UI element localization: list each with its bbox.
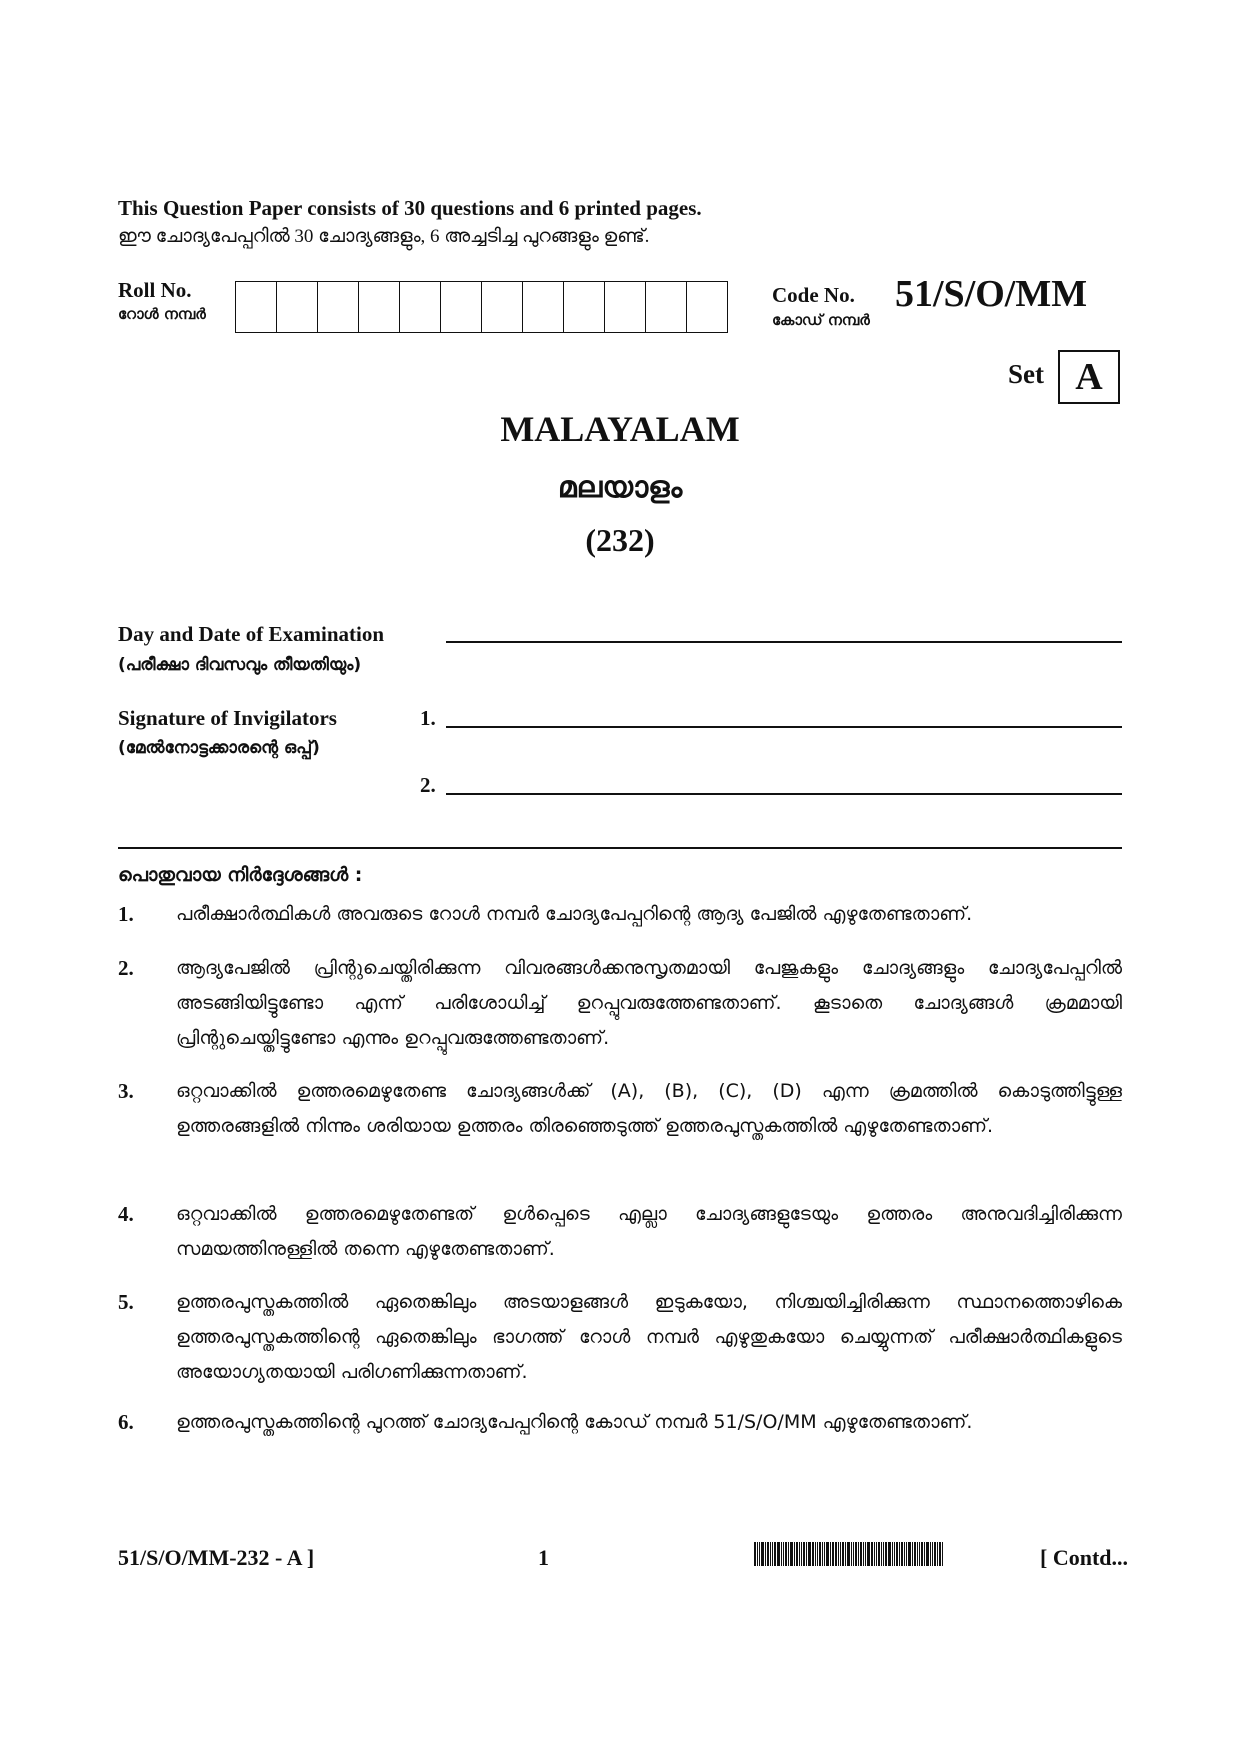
barcode-bar xyxy=(926,1542,929,1566)
barcode-bar xyxy=(796,1542,798,1566)
instruction-number: 4. xyxy=(118,1202,134,1226)
instruction-item xyxy=(118,1197,1122,1267)
instruction-text: ഉത്തരപുസ്തകത്തിൽ ഏതെങ്കിലും അടയാളങ്ങൾ ഇടുകയോ, നിശ്ചയിച്ചിരിക്കുന്ന സ്ഥാനത്തൊഴികെ ഉത്തരപുസ്തകത്തിന്റെ ഏതെങ്കിലും ഭാഗത്ത് റോൾ നമ്പർ എഴുതുകയോ ചെയ്യുന്നത് പരീക്ഷാർത്ഥികളുടെ അയോഗ്യതയായി പരിഗണിക്കുന്നതാണ്. xyxy=(176,1291,1122,1383)
barcode-bar xyxy=(855,1542,857,1566)
roll-number-box[interactable] xyxy=(440,281,482,333)
barcode-bar xyxy=(830,1542,831,1566)
barcode-bar xyxy=(871,1542,873,1566)
paper-info-malayalam: ഈ ചോദ്യപേപ്പറിൽ 30 ചോദ്യങ്ങളും, 6 അച്ചടിച്ച പുറങ്ങളും ഉണ്ട്. xyxy=(118,226,650,247)
barcode-bar xyxy=(812,1542,814,1566)
barcode-bar xyxy=(806,1542,807,1566)
barcode-bar xyxy=(853,1542,854,1566)
barcode-bar xyxy=(772,1542,773,1566)
roll-number-boxes[interactable] xyxy=(236,281,728,333)
code-number-label-english: Code No. xyxy=(772,283,855,307)
barcode-bar xyxy=(858,1542,859,1566)
roll-number-box[interactable] xyxy=(604,281,646,333)
barcode-bar xyxy=(896,1542,898,1566)
paper-info-english: This Question Paper consists of 30 questions and 6 printed pages. xyxy=(118,196,702,220)
barcode-bar xyxy=(904,1542,905,1566)
roll-number-box[interactable] xyxy=(317,281,359,333)
barcode-bar xyxy=(790,1542,793,1566)
barcode-bar xyxy=(815,1542,816,1566)
barcode-bar xyxy=(906,1542,907,1566)
roll-number-box[interactable] xyxy=(235,281,277,333)
barcode-bar xyxy=(803,1542,805,1566)
set-value-box: A xyxy=(1058,350,1120,404)
roll-number-label-malayalam: റോൾ നമ്പർ xyxy=(118,305,206,323)
barcode-bar xyxy=(781,1542,782,1566)
instruction-number: 3. xyxy=(118,1079,134,1103)
instruction-item xyxy=(118,897,1122,932)
signature-2-line[interactable] xyxy=(446,793,1122,795)
roll-number-box[interactable] xyxy=(645,281,687,333)
barcode-bar xyxy=(867,1542,870,1566)
barcode-bar xyxy=(826,1542,829,1566)
barcode-bar xyxy=(817,1542,818,1566)
signature-2-label: 2. xyxy=(420,773,436,797)
instruction-text: ഒറ്റവാക്കിൽ ഉത്തരമെഴുതേണ്ട ചോദ്യങ്ങൾക്ക് (A), (B), (C), (D) എന്ന ക്രമത്തിൽ കൊടുത്തിട്ടുള്ള ഉത്തരങ്ങളിൽ നിന്നും ശരിയായ ഉത്തരം തിരഞ്ഞെടുത്ത് ഉത്തരപുസ്തകത്തിൽ എഴുതേണ്ടതാണ്. xyxy=(176,1080,1122,1137)
barcode-bar xyxy=(894,1542,895,1566)
barcode-bar xyxy=(840,1542,841,1566)
barcode-bar xyxy=(921,1542,923,1566)
set-label: Set xyxy=(1008,359,1044,389)
subject-title-english: MALAYALAM xyxy=(500,409,740,449)
page-number: 1 xyxy=(538,1545,549,1570)
exam-date-label: Day and Date of Examination xyxy=(118,622,385,646)
code-number-value: 51/S/O/MM xyxy=(895,273,1088,315)
invigilator-signature-label-malayalam: (മേൽനോട്ടക്കാരന്റെ ഒപ്പ്) xyxy=(118,738,320,758)
instruction-number: 5. xyxy=(118,1290,134,1314)
barcode-bar xyxy=(851,1542,852,1566)
barcode-bar xyxy=(888,1542,891,1566)
barcode-bar xyxy=(939,1542,941,1566)
barcode-bar xyxy=(934,1542,936,1566)
instruction-number: 6. xyxy=(118,1410,134,1434)
barcode xyxy=(754,1542,944,1566)
roll-number-box[interactable] xyxy=(358,281,400,333)
barcode-bar xyxy=(845,1542,846,1566)
instruction-item xyxy=(118,1285,1122,1390)
barcode-bar xyxy=(838,1542,839,1566)
barcode-bar xyxy=(876,1542,877,1566)
instruction-number: 1. xyxy=(118,902,134,926)
barcode-bar xyxy=(883,1542,884,1566)
barcode-bar xyxy=(794,1542,795,1566)
signature-1-label: 1. xyxy=(420,706,436,730)
roll-number-box[interactable] xyxy=(276,281,318,333)
barcode-bar xyxy=(860,1542,862,1566)
barcode-bar xyxy=(788,1542,789,1566)
barcode-bar xyxy=(874,1542,875,1566)
barcode-bar xyxy=(899,1542,900,1566)
barcode-bar xyxy=(863,1542,864,1566)
roll-number-label xyxy=(118,278,206,323)
barcode-bar xyxy=(908,1542,911,1566)
barcode-bar xyxy=(808,1542,811,1566)
barcode-bar xyxy=(917,1542,918,1566)
barcode-bar xyxy=(783,1542,784,1566)
barcode-bar xyxy=(912,1542,913,1566)
barcode-bar xyxy=(777,1542,780,1566)
barcode-bar xyxy=(892,1542,893,1566)
instruction-number: 2. xyxy=(118,956,134,980)
barcode-bar xyxy=(942,1542,943,1566)
instruction-text: ആദ്യപേജിൽ പ്രിന്റുചെയ്തിരിക്കുന്ന വിവരങ്ങൾക്കനുസൃതമായി പേജുകളും ചോദ്യങ്ങളും ചോദ്യപേപ്പറിൽ അടങ്ങിയിട്ടുണ്ടോ എന്ന് പരിശോധിച്ച് ഉറപ്പുവരുത്തേണ്ടതാണ്. കൂടാതെ ചോദ്യങ്ങൾ ക്രമമായി പ്രിന്റുചെയ്തിട്ടുണ്ടോ എന്നും ഉറപ്പുവരുത്തേണ്ടതാണ്. xyxy=(176,957,1122,1049)
barcode-bar xyxy=(937,1542,938,1566)
barcode-bar xyxy=(801,1542,802,1566)
barcode-bar xyxy=(765,1542,766,1566)
barcode-bar xyxy=(878,1542,880,1566)
instruction-text: ഉത്തരപുസ്തകത്തിന്റെ പുറത്ത് ചോദ്യപേപ്പറിന്റെ കോഡ് നമ്പർ 51/S/O/MM എഴുതേണ്ടതാണ്. xyxy=(176,1411,973,1433)
instruction-text: പരീക്ഷാർത്ഥികൾ അവരുടെ റോൾ നമ്പർ ചോദ്യപേപ്പറിന്റെ ആദ്യ പേജിൽ എഴുതേണ്ടതാണ്. xyxy=(176,903,973,925)
barcode-bar xyxy=(759,1542,760,1566)
barcode-bar xyxy=(881,1542,882,1566)
barcode-bar xyxy=(842,1542,844,1566)
instruction-item xyxy=(118,1405,1122,1440)
barcode-bar xyxy=(924,1542,925,1566)
roll-number-box[interactable] xyxy=(686,281,728,333)
barcode-bar xyxy=(774,1542,776,1566)
signature-1-line[interactable] xyxy=(446,726,1122,728)
barcode-bar xyxy=(799,1542,800,1566)
roll-number-box[interactable] xyxy=(522,281,564,333)
barcode-bar xyxy=(754,1542,756,1566)
roll-number-box[interactable] xyxy=(481,281,523,333)
barcode-bar xyxy=(761,1542,764,1566)
barcode-bar xyxy=(932,1542,933,1566)
barcode-bar xyxy=(822,1542,823,1566)
barcode-bar xyxy=(824,1542,825,1566)
barcode-bar xyxy=(847,1542,850,1566)
code-number-label xyxy=(772,283,870,329)
barcode-bar xyxy=(785,1542,787,1566)
invigilator-signature-label: Signature of Invigilators xyxy=(118,706,337,730)
barcode-bar xyxy=(767,1542,769,1566)
barcode-bar xyxy=(901,1542,903,1566)
continued-label: [ Contd... xyxy=(1040,1545,1129,1570)
barcode-bar xyxy=(865,1542,866,1566)
instruction-text: ഒറ്റവാക്കിൽ ഉത്തരമെഴുതേണ്ടത് ഉൾപ്പെടെ എല്ലാ ചോദ്യങ്ങളുടേയും ഉത്തരം അനുവദിച്ചിരിക്കുന്ന സമയത്തിനുള്ളിൽ തന്നെ എഴുതേണ്ടതാണ്. xyxy=(176,1203,1122,1260)
barcode-bar xyxy=(914,1542,916,1566)
section-divider xyxy=(118,847,1122,849)
barcode-bar xyxy=(832,1542,834,1566)
roll-number-box[interactable] xyxy=(563,281,605,333)
roll-number-box[interactable] xyxy=(399,281,441,333)
instruction-item xyxy=(118,951,1122,1056)
footer-paper-code: 51/S/O/MM-232 - A ] xyxy=(118,1545,315,1570)
barcode-bar xyxy=(835,1542,837,1566)
code-number-label-malayalam: കോഡ് നമ്പർ xyxy=(772,311,870,329)
barcode-bar xyxy=(885,1542,887,1566)
exam-date-line[interactable] xyxy=(446,641,1122,643)
subject-title-malayalam: മലയാളം xyxy=(557,470,683,505)
exam-date-label-malayalam: (പരീക്ഷാ ദിവസവും തീയതിയും) xyxy=(118,655,362,675)
subject-code: (232) xyxy=(585,522,655,558)
instruction-item xyxy=(118,1074,1122,1144)
barcode-bar xyxy=(757,1542,758,1566)
barcode-bar xyxy=(930,1542,931,1566)
barcode-bar xyxy=(819,1542,821,1566)
barcode-bar xyxy=(919,1542,920,1566)
roll-number-label-english: Roll No. xyxy=(118,278,192,302)
barcode-bar xyxy=(770,1542,771,1566)
general-instructions-heading: പൊതുവായ നിർദ്ദേശങ്ങൾ : xyxy=(118,864,363,886)
